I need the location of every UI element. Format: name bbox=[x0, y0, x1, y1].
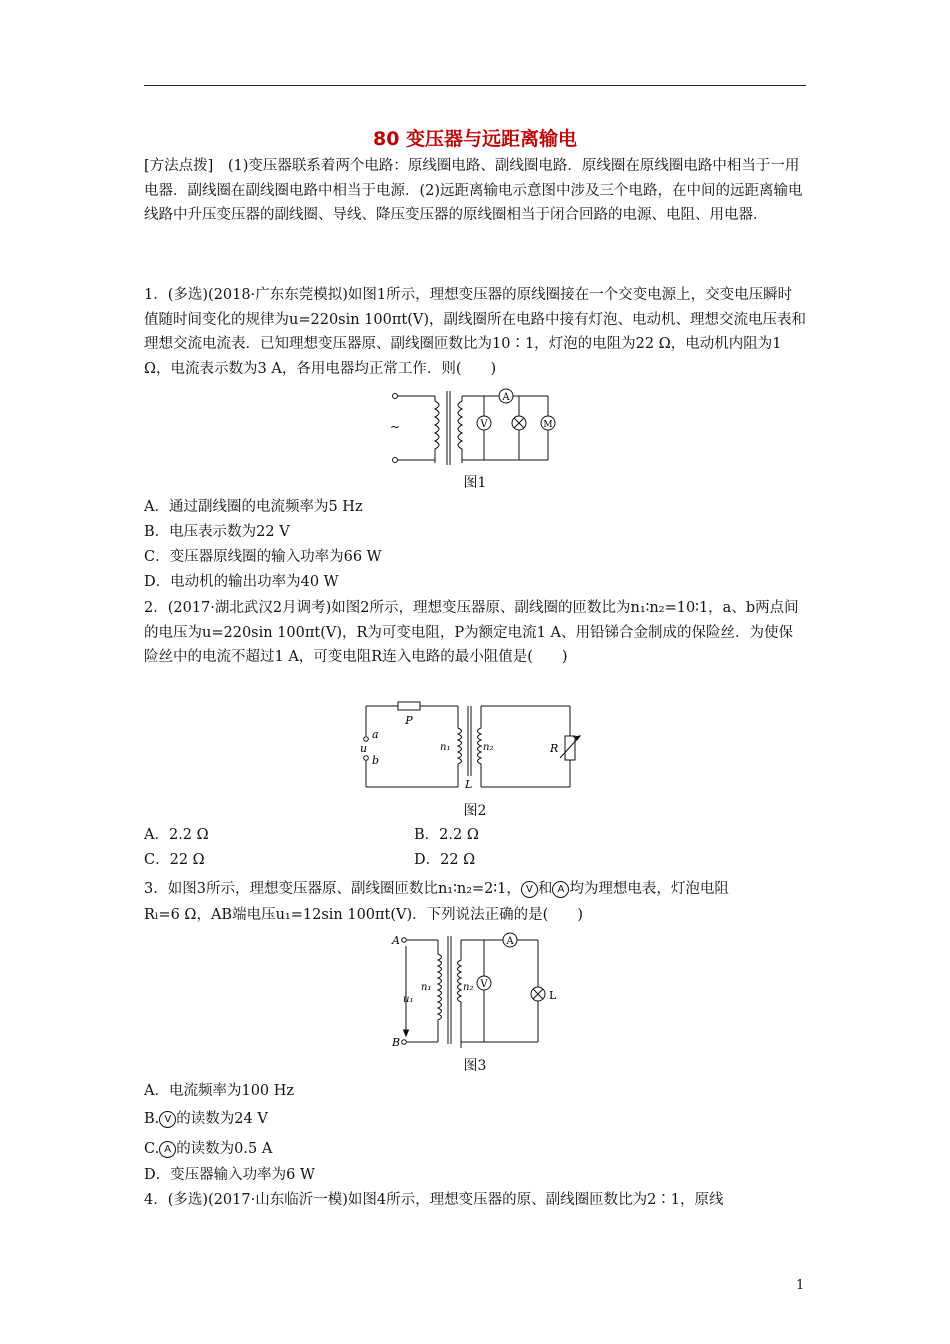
page-number: 1 bbox=[796, 1278, 805, 1293]
q3-option-c-text: 的读数为0.5 A bbox=[176, 1141, 273, 1157]
ammeter-symbol: A bbox=[159, 1141, 176, 1158]
q3-option-a: A．电流频率为100 Hz bbox=[144, 1083, 295, 1099]
voltmeter-label: V bbox=[480, 979, 488, 990]
coil-label-n2: n₂ bbox=[483, 742, 494, 753]
q1-option-c: C．变压器原线圈的输入功率为66 W bbox=[144, 549, 382, 565]
figure-3-caption: 图3 bbox=[463, 1058, 487, 1074]
ammeter-label: A bbox=[506, 936, 514, 947]
q3-option-b bbox=[144, 1108, 268, 1130]
method-tip: [方法点拨] (1)变压器联系着两个电路：原线圈电路、副线圈电路．原线圈在原线圈电路中相当于一用电器．副线圈在副线圈电路中相当于电源．(2)远距离输电示意图中涉及三个电路，在中间的远距离输电线路中升压变压器的副线圈、导线、降压变压器的原线圈相当于闭合回路的电源、电阻、用电器． bbox=[144, 158, 803, 223]
voltmeter-symbol: V bbox=[159, 1111, 176, 1128]
question-2-stem: 2．(2017·湖北武汉2月调考)如图2所示，理想变压器原、副线圈的匝数比为n₁∶n₂=10∶1，a、b两点间的电压为u=220sin 100πt(V)，R为可变电阻，P为额定电流1 A、用铅锑合金制成的保险丝．为使保险丝中的电流不超过1 A，可变电阻R连入电路的最小阻值是( ) bbox=[144, 600, 799, 665]
voltage-label-u1: u₁ bbox=[403, 994, 414, 1005]
core-label-l: L bbox=[465, 778, 473, 791]
ac-source-symbol: ~ bbox=[389, 420, 401, 434]
fuse-label-p: P bbox=[405, 714, 413, 727]
q2-option-b: B．2.2 Ω bbox=[414, 827, 479, 843]
figure-3-circuit bbox=[390, 932, 570, 1047]
coil-label-n1: n₁ bbox=[421, 982, 432, 993]
q3-option-b-prefix: B. bbox=[144, 1111, 160, 1127]
figure-1-caption: 图1 bbox=[463, 475, 487, 491]
coil-label-n2: n₂ bbox=[463, 982, 474, 993]
q3-and: 和 bbox=[537, 881, 553, 897]
q1-option-b: B．电压表示数为22 V bbox=[144, 524, 290, 540]
resistor-label-r: R bbox=[550, 742, 559, 755]
voltmeter-label: V bbox=[480, 419, 488, 430]
lamp-label: L bbox=[549, 989, 557, 1002]
terminal-label-upper: A bbox=[392, 934, 400, 947]
figure-2-circuit bbox=[358, 698, 588, 793]
q2-option-c: C．22 Ω bbox=[144, 852, 205, 868]
q3-stem-part-2: 均为理想电表，灯泡电阻 bbox=[569, 881, 729, 897]
terminal-label-lower: B bbox=[392, 1036, 401, 1049]
q3-option-b-text: 的读数为24 V bbox=[176, 1111, 268, 1127]
q3-stem-part-1: 3．如图3所示，理想变压器原、副线圈匝数比n₁∶n₂=2∶1， bbox=[144, 881, 521, 897]
voltmeter-symbol: V bbox=[521, 881, 538, 898]
q1-option-a: A．通过副线圈的电流频率为5 Hz bbox=[144, 499, 363, 515]
q3-option-d: D．变压器输入功率为6 W bbox=[144, 1167, 315, 1183]
q3-option-c-prefix: C. bbox=[144, 1141, 160, 1157]
voltage-label-u: u bbox=[360, 742, 368, 755]
coil-label-n1: n₁ bbox=[440, 742, 451, 753]
q3-option-c bbox=[144, 1138, 272, 1160]
question-3-stem-line-1 bbox=[144, 878, 729, 900]
question-3-stem-line-2: Rₗ=6 Ω，AB端电压u₁=12sin 100πt(V)．下列说法正确的是( ) bbox=[144, 907, 583, 923]
figure-2-caption: 图2 bbox=[463, 803, 487, 819]
header-rule bbox=[144, 85, 806, 86]
question-4-stem: 4．(多选)(2017·山东临沂一模)如图4所示，理想变压器的原、副线圈匝数比为2∶1，原线 bbox=[144, 1192, 724, 1208]
terminal-label-a: a bbox=[372, 728, 379, 741]
motor-label: M bbox=[543, 420, 553, 430]
question-1-stem: 1．(多选)(2018·广东东莞模拟)如图1所示，理想变压器的原线圈接在一个交变电源上，交变电压瞬时值随时间变化的规律为u=220sin 100πt(V)，副线圈所在电路中接有灯泡、电动机、理想交流电压表和理想交流电流表．已知理想变压器原、副线圈匝数比为10∶1，灯泡的电阻为22 Ω，电动机内阻为1 Ω，电流表示数为3 A，各用电器均正常工作．则( ) bbox=[144, 287, 807, 377]
q2-option-d: D．22 Ω bbox=[414, 852, 476, 868]
q2-option-a: A．2.2 Ω bbox=[144, 827, 209, 843]
figure-1-circuit bbox=[380, 383, 570, 468]
page-title: 80 变压器与远距离输电 bbox=[372, 128, 578, 150]
q1-option-d: D．电动机的输出功率为40 W bbox=[144, 574, 339, 590]
ammeter-label: A bbox=[502, 392, 510, 403]
ammeter-symbol: A bbox=[552, 881, 569, 898]
terminal-label-b: b bbox=[372, 754, 380, 767]
